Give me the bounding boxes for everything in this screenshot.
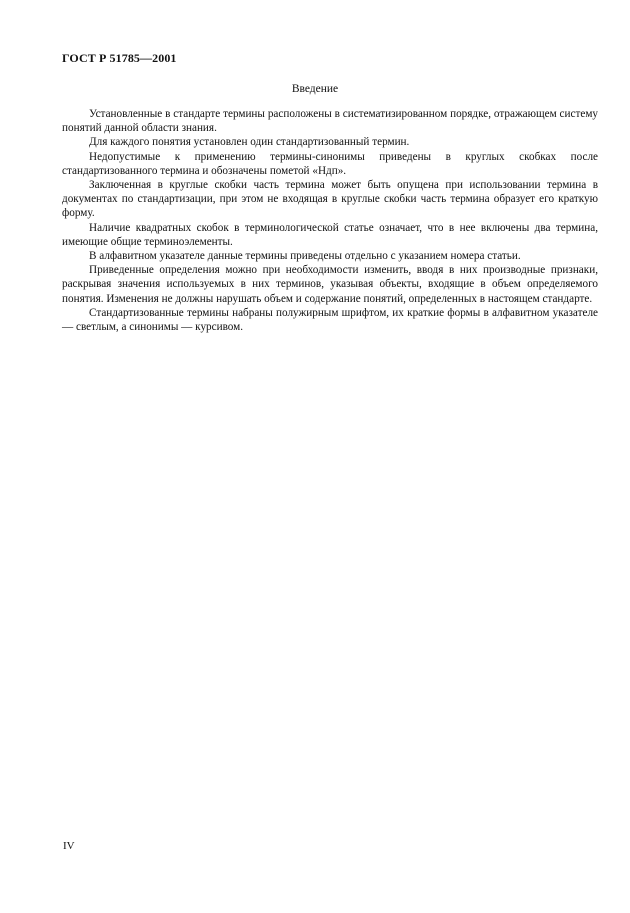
paragraph-term-arrangement: Установленные в стандарте термины расположены в систематизированном порядке, отражающем систему понятий данной области знания. bbox=[62, 108, 598, 135]
introduction-body bbox=[62, 107, 598, 334]
paragraph-one-term: Для каждого понятия установлен один стандартизованный термин. bbox=[89, 136, 410, 149]
paragraph-short-form: Заключенная в круглые скобки часть термина может быть опущена при использовании термина в документах по стандартизации, при этом не входящая в круглые скобки часть термина образует его краткую форму. bbox=[62, 179, 598, 220]
paragraph-typography: Стандартизованные термины набраны полужирным шрифтом, их краткие формы в алфавитном указателе — светлым, а синонимы — курсивом. bbox=[62, 306, 598, 334]
paragraph-definitions: Приведенные определения можно при необходимости изменить, вводя в них производные признаки, раскрывая значения используемых в них терминов, указывая объекты, входящие в объем определяемого понятия. Изменения не должны нарушать объем и содержание понятий, определенных в настоящем стандарте. bbox=[62, 264, 598, 305]
section-title: Введение bbox=[291, 83, 339, 95]
standard-code-header: ГОСТ Р 51785—2001 bbox=[62, 51, 177, 65]
page-number: IV bbox=[63, 840, 75, 852]
paragraph-synonyms: Недопустимые к применению термины-синонимы приведены в круглых скобках после стандартизованного термина и обозначены пометой «Ндп». bbox=[62, 150, 598, 177]
paragraph-alphabetical-index: В алфавитном указателе данные термины приведены отдельно с указанием номера статьи. bbox=[89, 250, 521, 263]
paragraph-square-brackets: Наличие квадратных скобок в терминологической статье означает, что в нее включены два термина, имеющие общие терминоэлементы. bbox=[62, 221, 598, 248]
